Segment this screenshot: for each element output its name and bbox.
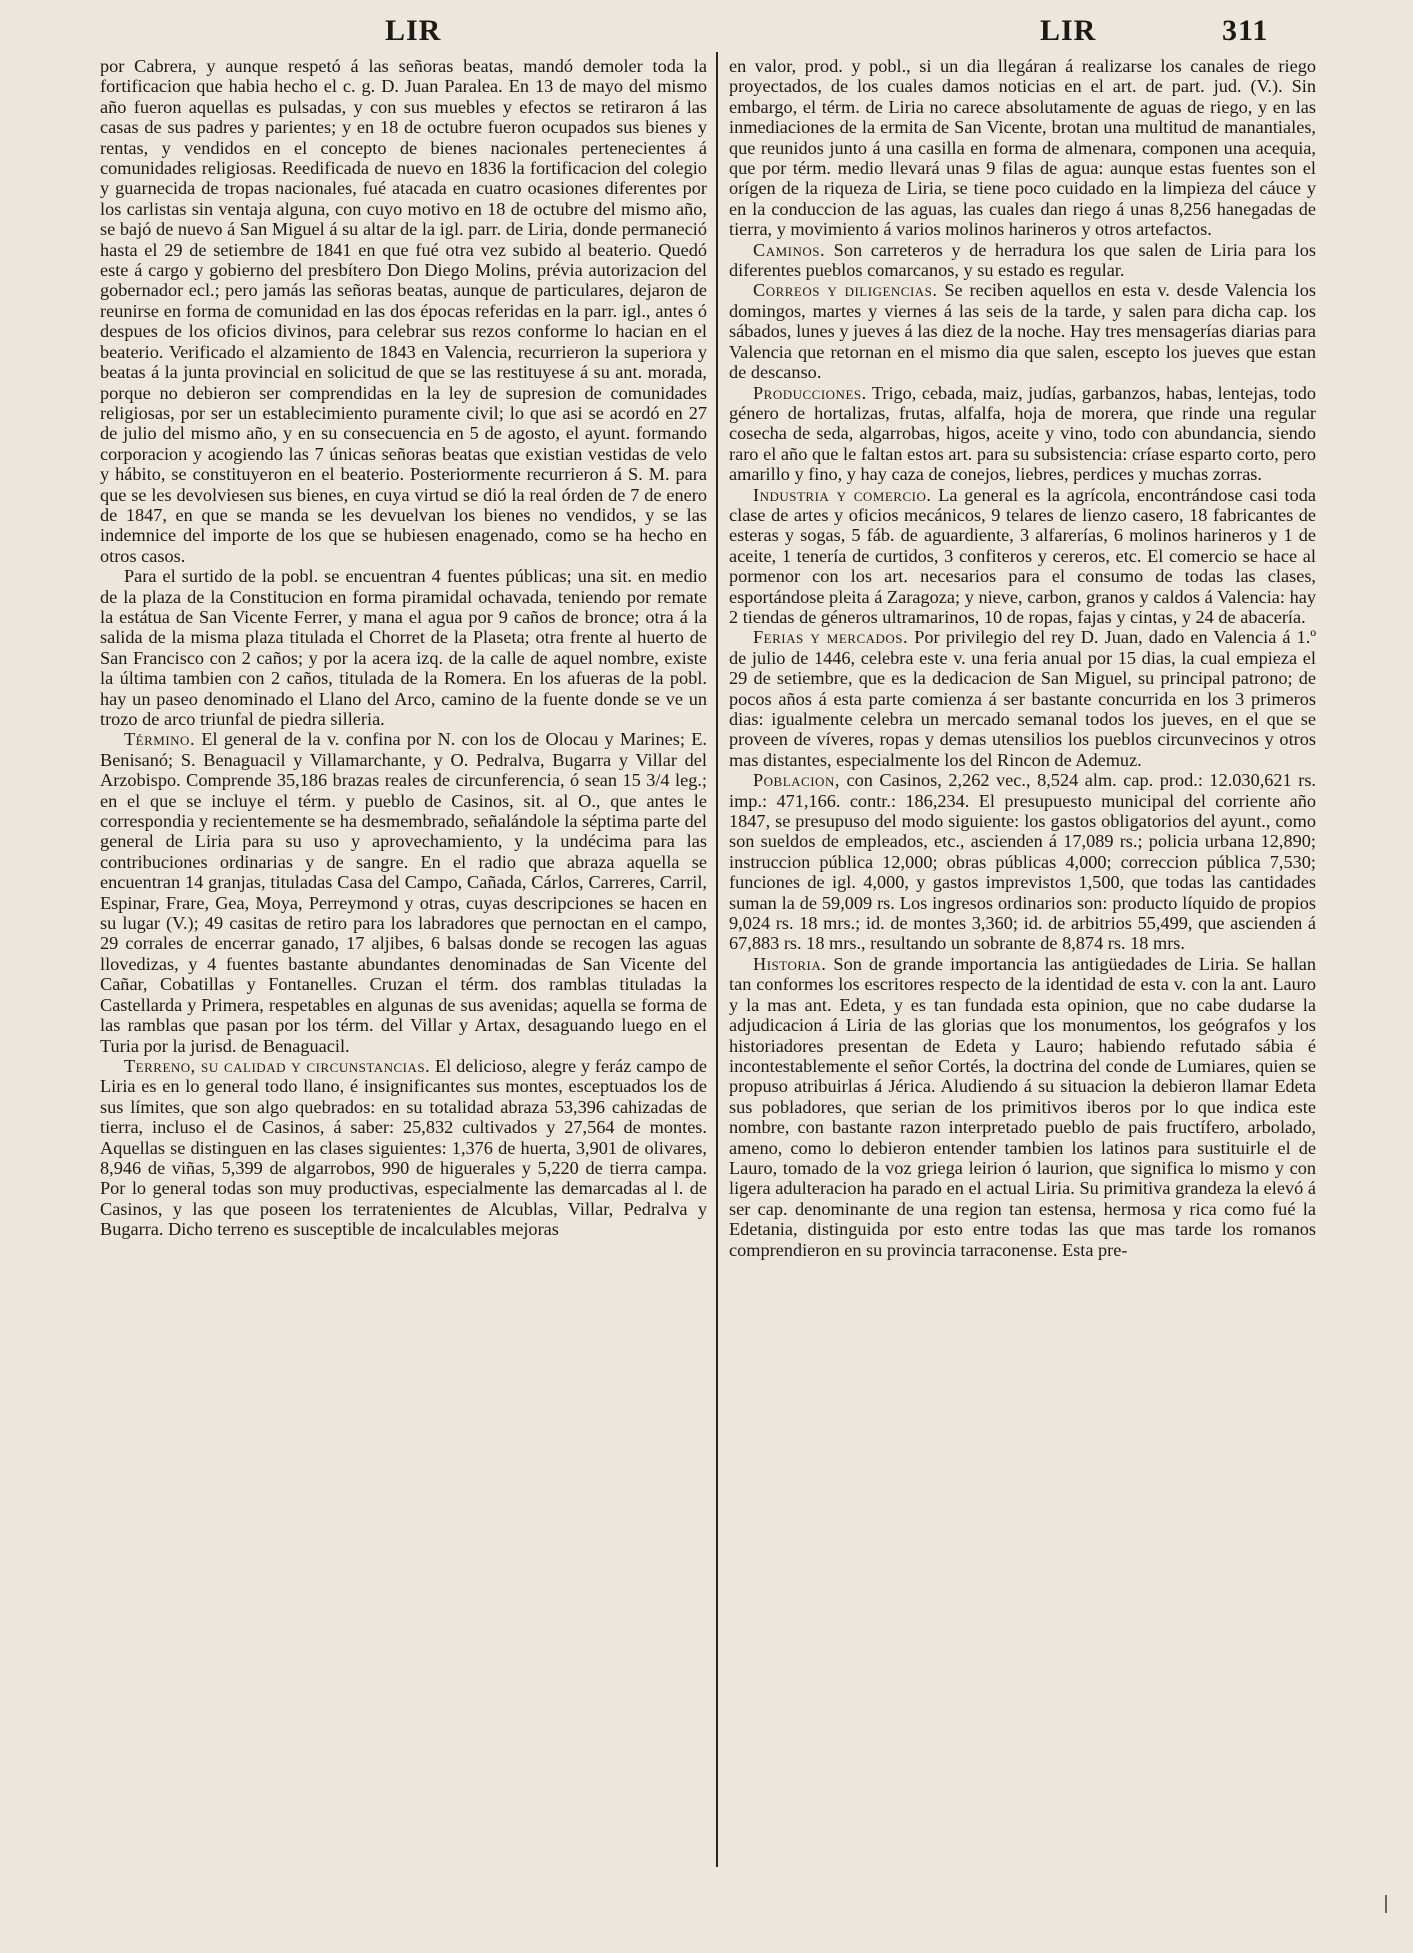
right-column xyxy=(729,56,1316,1260)
running-head-left: LIR xyxy=(385,14,442,47)
paragraph-correos xyxy=(729,280,1316,382)
section-head-ferias: Ferias y mercados. xyxy=(753,627,909,648)
section-head-poblacion: Poblacion, xyxy=(753,770,840,791)
section-body-caminos: Son carreteros y de herradura los que salen de Liria para los diferentes pueblos comarcanos, y su estado es regular. xyxy=(729,239,1316,281)
section-head-correos: Correos y diligencias. xyxy=(753,280,938,301)
section-body-ferias: Por privilegio del rey D. Juan, dado en Valencia á 1.º de julio de 1446, celebra este v. una feria anual por 15 dias, la cual empieza el 29 de setiembre, que es la dedicacion de San Miguel, su principal patrono; de pocos años á esta parte comienza á ser bastante concurrida en los 3 primeros dias: igualmente celebra un mercado semanal todos los jueves, en el que se proveen de víveres, ropas y demas utensilios los pueblos circunvecinos y otros mas distantes, especialmente los del Rincon de Ademuz. xyxy=(729,627,1316,770)
paragraph-caminos xyxy=(729,240,1316,281)
paragraph-beaterio: por Cabrera, y aunque respetó á las señoras beatas, mandó demoler toda la fortificacion que habia hecho el c. g. D. Juan Paralea. En 13 de mayo del mismo año fueron aquellas es pulsadas, y con sus muebles y efectos se retiraron á las casas de sus padres y parientes; y en 18 de octubre fueron ocupados sus bienes y rentas, y vendidos en el concepto de bienes nacionales pertenecientes á comunidades religiosas. Reedificada de nuevo en 1836 la fortificacion del colegio y guarnecida de tropas nacionales, fué atacada en cuatro ocasiones diferentes por los carlistas sin ventaja alguna, con cuyo motivo en 18 de octubre del mismo año, se bajó de nuevo á San Miguel á su altar de la igl. parr. de Liria, donde permaneció hasta el 29 de setiembre de 1841 en que fué otra vez subido al beaterio. Quedó este á cargo y gobierno del presbítero Don Diego Molins, prévia autorizacion del gobernador ecl.; pero jamás las señoras beatas, aunque de particulares, dejaron de reunirse en forma de comunidad en las dos épocas referidas en la parr. igl., antes ó despues de los oficios divinos, para celebrar sus rezos conforme lo hacian en el beaterio. Verificado el alzamiento de 1843 en Valencia, recurrieron la superiora y beatas á la junta provincial en solicitud de que se las restituyese á su ant. morada, porque no debieron ser comprendidas en la ley de supresion de comunidades religiosas, por ser un establecimiento puramente civil; lo que asi se acordó en 27 de julio del mismo año, y en su consecuencia en 5 de agosto, el ayunt. formando corporacion y acogiendo las 7 únicas señoras beatas que existian vestidas de velo y hábito, se constituyeron en el beaterio. Posteriormente recurrieron á S. M. para que se les devolviesen sus bienes, en cuya virtud se dió la real órden de 7 de enero de 1847, en que se manda se les devuelvan los bienes no vendidos, y se las indemnice del importe de los que se hubiesen enagenado, como se ha hecho en otros casos. xyxy=(100,56,707,566)
section-head-historia: Historia. xyxy=(753,953,827,974)
paragraph-fuentes: Para el surtido de la pobl. se encuentran 4 fuentes públicas; una sit. en medio de la plaza de la Constitucion en forma piramidal ochavada, teniendo por remate la estátua de San Vicente Ferrer, y mana el agua por 9 caños de bronce; otra á la salida de la misma plaza titulada el Chorret de la Plaseta; otra frente al huerto de San Francisco con 2 caños; y por la acera izq. de la calle de aquel nombre, existe la última tambien con 2 caños, titulada de la Romera. En los afueras de la pobl. hay un paseo denominado el Llano del Arco, camino de la fuente donde se ve un trozo de arco triunfal de piedra silleria. xyxy=(100,566,707,729)
paper-blemish xyxy=(1385,1895,1387,1913)
section-body-industria: La general es la agrícola, encontrándose casi toda clase de artes y oficios mecánicos, 9 telares de lienzo casero, 18 fabricantes de esteras y sogas, 5 fáb. de aguardiente, 3 alfarerías, 6 molinos harineros y 1 de aceite, 1 tenería de curtidos, 3 confiteros y cereros, etc. El comercio se hace al pormenor con los art. necesarios para el consumo de todas las clases, esportándose pleita á Zaragoza; y nieve, carbon, granos y caldos á Valencia: hay 2 tiendas de géneros ultramarinos, 10 de ropas, fajas y cintas, y 24 de abacería. xyxy=(729,484,1317,627)
section-head-industria: Industria y comercio. xyxy=(753,484,932,505)
section-head-producciones: Producciones. xyxy=(753,382,867,403)
left-column xyxy=(100,56,707,1240)
paragraph-riego: en valor, prod. y pobl., si un dia llegáran á realizarse los canales de riego proyectados, de los cuales damos noticias en el art. de part. jud. (V.). Sin embargo, el térm. de Liria no carece absolutamente de aguas de riego, y en las inmediaciones de la ermita de San Vicente, brotan una multitud de manantiales, que reunidos junto á una casilla en forma de almenara, componen una acequia, que por térm. medio llevará unas 9 filas de agua: aunque estas fuentes son el orígen de la riqueza de Liria, se tiene poco cuidado en la limpieza del cáuce y en la conduccion de las aguas, las cuales dan riego á unas 8,256 hanegadas de tierra, y movimiento á varios molinos harineros y otros artefactos. xyxy=(729,56,1316,240)
paragraph-terreno xyxy=(100,1056,707,1240)
section-body-producciones: Trigo, cebada, maiz, judías, garbanzos, habas, lentejas, todo género de hortalizas, frutas, alfalfa, hoja de morera, que rinde una regular cosecha de seda, algarrobas, higos, aceite y vino, todo con abundancia, siendo raro el año que le faltan estos art. para su subsistencia: críase esparto corto, pero amarillo y fino, y hay caza de conejos, liebres, perdices y muchas zorras. xyxy=(729,382,1316,485)
paragraph-producciones xyxy=(729,383,1316,485)
section-head-termino: Término. xyxy=(124,729,196,750)
section-head-caminos: Caminos. xyxy=(753,239,826,260)
paragraph-termino xyxy=(100,729,707,1056)
section-body-terreno: El delicioso, alegre y feráz campo de Liria es en lo general todo llano, é insignificantes sus montes, esceptuados los de sus límites, que son algo quebrados: en su totalidad abraza 53,396 cahizadas de tierra, incluso el de Casinos, á saber: 25,832 cultivados y 27,564 de montes. Aquellas se distinguen en las clases siguientes: 1,376 de huerta, 3,901 de olivares, 8,946 de viñas, 5,399 de algarrobos, 990 de higuerales y 5,220 de tierra campa. Por lo general todas son muy productivas, especialmente las demarcadas al l. de Casinos, y las que poseen los terratenientes de Alcublas, Villar, Pedralva y Bugarra. Dicho terreno es susceptible de incalculables mejoras xyxy=(100,1055,707,1240)
paragraph-ferias xyxy=(729,627,1316,770)
section-body-correos: Se reciben aquellos en esta v. desde Valencia los domingos, martes y viernes á las seis de la tarde, y salen para dicha cap. los sábados, lunes y jueves á las diez de la noche. Hay tres mensagerías diarias para Valencia que retornan en el mismo dia que salen, escepto los jueves que estan de descanso. xyxy=(729,280,1316,383)
paragraph-industria xyxy=(729,485,1316,628)
column-divider xyxy=(716,52,718,1867)
section-body-historia: Son de grande importancia las antigüedades de Liria. Se hallan tan conformes los escritores respecto de la identidad de esta v. con la ant. Lauro y la mas ant. Edeta, y es tan fundada esta opinion, que no cabe dudarse la adjudicacion á Liria de las glorias que los monumentos, los geógrafos y los historiadores presentan de Edeta y Lauro; habiendo refutado sábia é incontestablemente el señor Cortés, la doctrina del conde de Lumiares, quien se propuso atribuirlas á Jérica. Aludiendo á su situacion la debieron llamar Edeta sus pobladores, que serian de los primitivos iberos por lo que indica este nombre, con bastante razon interpretado pueblo de pais fructífero, arbolado, ameno, como lo debieron entender tambien los latinos para sustituirle el de Lauro, tomado de la voz griega leirion ó laurion, que significa lo mismo y con ligera adulteracion ha parado en el actual Liria. Su primitiva grandeza la elevó á ser cap. denominante de una region tan estensa, hermosa y rica como fué la Edetania, distinguida por esto entre todas las que mas tarde los romanos comprendieron en su provincia tarraconense. Esta pre- xyxy=(729,953,1316,1260)
paragraph-poblacion xyxy=(729,770,1316,954)
page-number: 311 xyxy=(1222,14,1269,47)
paragraph-historia xyxy=(729,954,1316,1260)
section-body-poblacion: con Casinos, 2,262 vec., 8,524 alm. cap. prod.: 12.030,621 rs. imp.: 471,166. contr.: 186,234. El presupuesto municipal del corriente año 1847, se presupuso del modo siguiente: los gastos obligatorios del ayunt., como son sueldos de empleados, etc., ascienden á 17,089 rs.; policia urbana 12,890; instruccion pública 12,000; obras públicas 4,000; correccion pública 7,530; funciones de igl. 4,000, y gastos imprevistos 1,500, que todas las cantidades suman la de 59,009 rs. Los ingresos ordinarios son: producto líquido de propios 9,024 rs. 18 mrs.; id. de montes 3,360; id. de arbitrios 55,499, que ascienden á 67,883 rs. 18 mrs., resultando un sobrante de 8,874 rs. 18 mrs. xyxy=(729,770,1317,954)
section-head-terreno: Terreno, su calidad y circunstancias. xyxy=(124,1055,431,1076)
section-body-termino: El general de la v. confina por N. con los de Olocau y Marines; E. Benisanó; S. Benaguacil y Villamarchante, y O. Pedralva, Bugarra y Villar del Arzobispo. Comprende 35,186 brazas reales de circunferencia, ó sean 15 3/4 leg.; en el que se incluye el térm. y pueblo de Casinos, sit. al O., que antes le correspondia y recientemente se ha desmembrado, señalándole la séptima parte del general de Liria para su uso y aprovechamiento, y la undécima para las contribuciones ordinarias y de sangre. En el radio que abraza aquella se encuentran 14 granjas, tituladas Casa del Campo, Cañada, Cárlos, Carreres, Carril, Espinar, Frare, Gea, Moya, Perreymond y otras, cuyas descripciones se hacen en su lugar (V.); 49 casitas de retiro para los labradores que pernoctan en el campo, 29 corrales de encerrar ganado, 17 aljibes, 6 balsas donde se recogen las aguas llovedizas, y 4 fuentes bastante abundantes denominadas de San Vicente del Cañar, Cobatillas y Fontanelles. Cruzan el térm. dos ramblas tituladas la Castellarda y Primera, respetables en algunas de sus avenidas; aquella se forma de las ramblas que pasan por los térm. del Villar y Artax, desaguando luego en el Turia por la jurisd. de Benaguacil. xyxy=(100,729,707,1056)
running-head-right: LIR xyxy=(1040,14,1097,47)
